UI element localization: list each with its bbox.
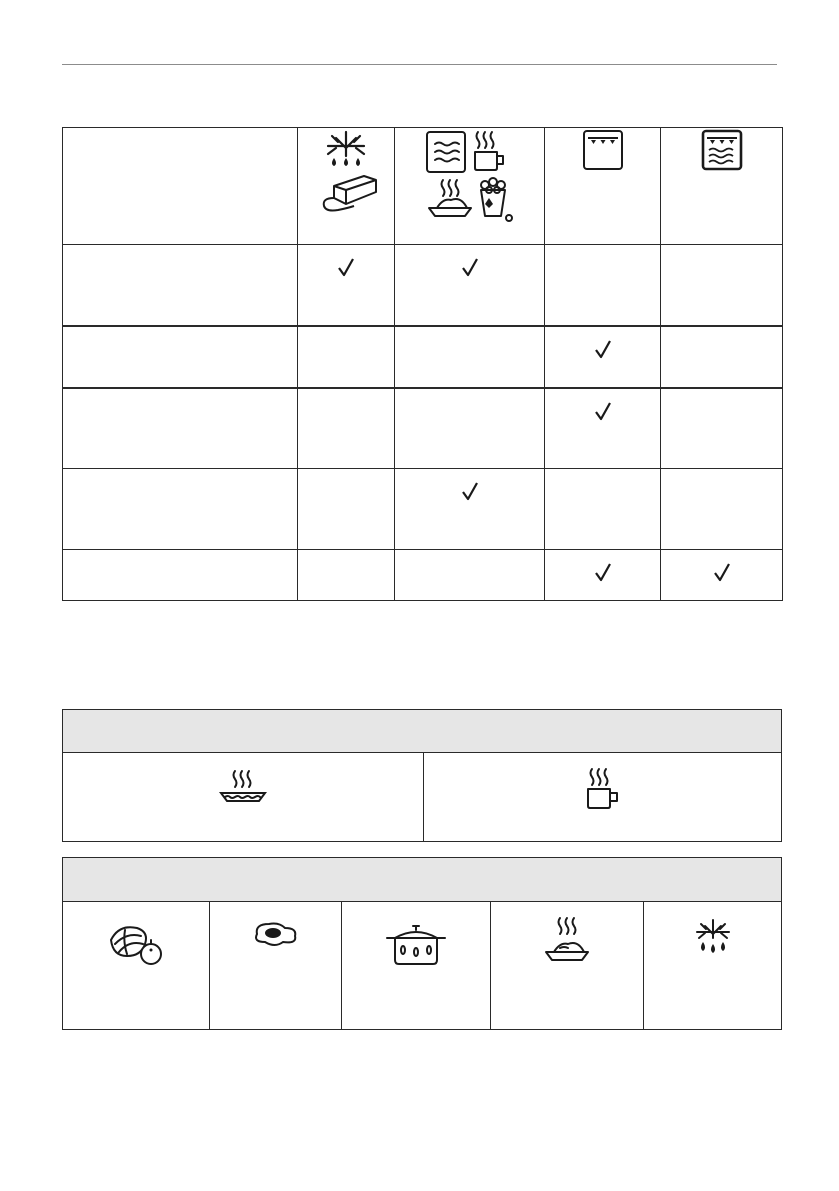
empty-cell: [395, 550, 545, 601]
table-row: [63, 388, 783, 469]
check-cell: [395, 245, 545, 326]
function-matrix-table: [62, 127, 783, 601]
check-mark-icon: [460, 481, 480, 501]
top-rule: [62, 64, 777, 65]
table-row: [63, 245, 783, 326]
empty-cell: [298, 388, 395, 469]
table-row: [63, 469, 783, 550]
row-label: [63, 326, 298, 388]
check-cell: [545, 550, 661, 601]
check-cell: [545, 388, 661, 469]
check-cell: [395, 469, 545, 550]
empty-cell: [661, 326, 783, 388]
check-mark-icon: [593, 339, 613, 359]
check-cell: [298, 245, 395, 326]
empty-cell: [545, 469, 661, 550]
reheat-icons-box: [62, 709, 782, 842]
table-header-row: [63, 128, 783, 245]
oven-top-heat-icon: [581, 128, 625, 172]
header-empty-cell: [63, 128, 298, 245]
check-mark-icon: [593, 562, 613, 582]
cooking-pot-icon: [383, 922, 449, 966]
empty-cell: [298, 326, 395, 388]
table-row: [63, 550, 783, 601]
row-label: [63, 469, 298, 550]
steaming-dish-cell: [491, 902, 644, 1030]
steaming-plate-cell: [63, 753, 424, 842]
check-mark-icon: [712, 562, 732, 582]
cooking-pot-cell: [342, 902, 491, 1030]
empty-cell: [661, 469, 783, 550]
food-types-header: [63, 858, 781, 902]
row-label: [63, 388, 298, 469]
steaming-dish-icon: [542, 916, 592, 962]
check-cell: [545, 326, 661, 388]
column-header-microwave-reheat: [395, 128, 545, 245]
empty-cell: [298, 550, 395, 601]
row-label: [63, 245, 298, 326]
table-row: [63, 326, 783, 388]
empty-cell: [298, 469, 395, 550]
food-types-box: [62, 857, 782, 1030]
fried-egg-icon: [251, 920, 301, 950]
vegetables-icon: [105, 922, 167, 966]
empty-cell: [661, 388, 783, 469]
defrost-cell: [644, 902, 781, 1030]
vegetables-cell: [63, 902, 210, 1030]
row-label: [63, 550, 298, 601]
check-mark-icon: [336, 257, 356, 277]
check-cell: [661, 550, 783, 601]
reheat-icons-header: [63, 710, 781, 753]
empty-cell: [395, 388, 545, 469]
fried-egg-cell: [210, 902, 342, 1030]
steaming-cup-icon: [583, 767, 623, 811]
check-mark-icon: [593, 401, 613, 421]
column-header-oven: [545, 128, 661, 245]
defrost-icon: [693, 918, 733, 958]
steaming-cup-cell: [424, 753, 781, 842]
empty-cell: [395, 326, 545, 388]
steaming-plate-icon: [217, 769, 269, 805]
empty-cell: [545, 245, 661, 326]
check-mark-icon: [460, 257, 480, 277]
empty-cell: [661, 245, 783, 326]
column-header-combi: [661, 128, 783, 245]
column-header-defrost: [298, 128, 395, 245]
defrost-butter-icon: [314, 128, 378, 224]
oven-combi-wave-icon: [700, 128, 744, 172]
microwave-reheat-icons: [423, 128, 517, 224]
